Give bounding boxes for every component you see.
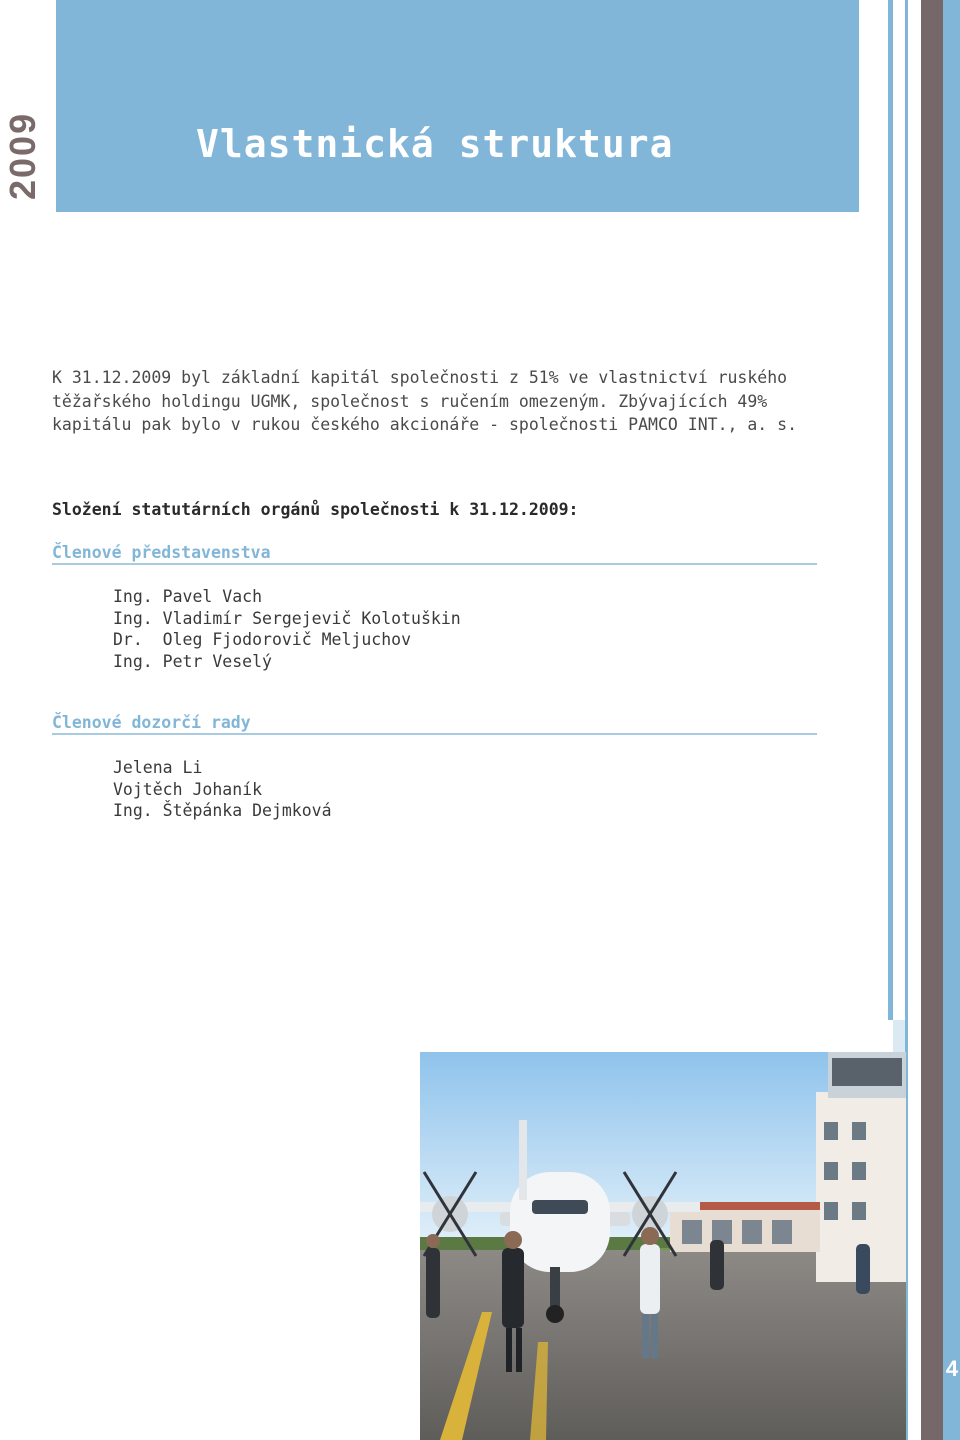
decor-stripe-4 [943,0,960,1440]
board-title: Členové představenstva [52,543,817,565]
list-item: Ing. Štěpánka Dejmková [113,801,332,820]
decor-stripe-1 [888,0,893,1020]
list-item: Jelena Li [113,758,203,777]
intro-paragraph: K 31.12.2009 byl základní kapitál společnosti z 51% ve vlastnictví ruského těžařského holdingu UGMK, společnost s ručením omezeným. Zbývajících 49% kapitálu pak bylo v rukou českého akcionáře - společnosti PAMCO INT., a. s. [52,368,798,434]
page-title: Vlastnická struktura [196,122,674,166]
list-item: Ing. Pavel Vach [113,587,263,606]
airplane-photo [420,1052,906,1440]
list-item: Ing. Vladimír Sergejevič Kolotuškin [113,608,461,628]
board-members-list [113,586,461,672]
year-label: 2009 [2,111,43,201]
page-number: 4 [945,1356,959,1381]
decor-stripe-3 [921,0,943,1440]
list-item: Dr. Oleg Fjodorovič Meljuchov [113,630,412,649]
list-item: Ing. Petr Veselý [113,651,272,671]
supervisory-members-list [113,757,332,822]
supervisory-title: Členové dozorčí rady [52,713,817,735]
title-banner [56,0,859,212]
section-heading: Složení statutárních orgánů společnosti k 31.12.2009: [52,500,579,519]
list-item: Vojtěch Johaník [113,779,263,799]
airplane-photo-illustration [420,1052,906,1440]
